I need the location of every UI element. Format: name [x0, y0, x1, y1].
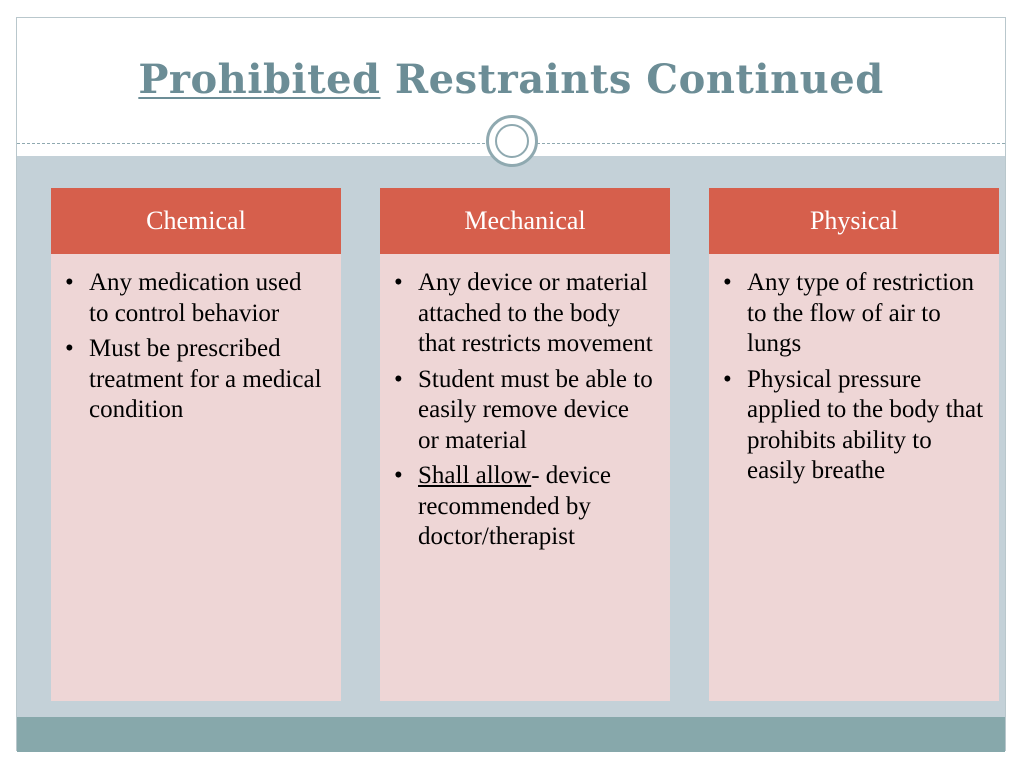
bullet-item: [723, 365, 985, 487]
bullet-dot-icon: •: [65, 269, 74, 296]
circle-ornament-inner: [495, 124, 529, 158]
bullet-dot-icon: •: [394, 269, 403, 296]
bullet-text: Student must be able to easily remove device or material: [418, 365, 653, 454]
bullet-text: Must be prescribed treatment for a medical condition: [89, 335, 322, 423]
bullet-item: [394, 268, 656, 360]
column-chemical: [51, 188, 341, 701]
column-mechanical: [380, 188, 670, 701]
bullet-dot-icon: •: [65, 335, 74, 362]
column-header: Chemical: [51, 188, 341, 254]
bullet-item: [65, 334, 327, 426]
column-body: [709, 254, 999, 487]
circle-ornament-icon: [486, 115, 538, 167]
bullet-text: Any type of restriction to the flow of air to lungs: [747, 269, 975, 357]
bullet-underlined-text: Shall allow: [418, 462, 532, 489]
bullet-dot-icon: •: [394, 365, 403, 393]
bullet-dot-icon: •: [394, 462, 403, 489]
bullet-text: - device recommended by doctor/therapist: [418, 462, 611, 550]
bullet-item: [394, 461, 656, 553]
column-header: Physical: [709, 188, 999, 254]
column-physical: [709, 188, 999, 701]
title-underlined-word: Prohibited: [138, 56, 381, 103]
bullet-dot-icon: •: [723, 365, 732, 393]
bullet-item: [723, 268, 985, 360]
bullet-item: [65, 268, 327, 329]
bullet-text: Any device or material attached to the body that restricts movement: [418, 269, 653, 357]
bullet-text: Physical pressure applied to the body that prohibits ability to easily breathe: [747, 365, 984, 484]
footer-band: [17, 717, 1005, 752]
slide: [16, 17, 1006, 751]
bullet-text: Any medication used to control behavior: [89, 269, 302, 327]
title-rest: Restraints Continued: [380, 56, 884, 103]
bullet-item: [394, 365, 656, 457]
slide-title: [17, 56, 1005, 103]
column-header: Mechanical: [380, 188, 670, 254]
column-body: [51, 254, 341, 426]
column-body: [380, 254, 670, 553]
bullet-dot-icon: •: [723, 269, 732, 296]
